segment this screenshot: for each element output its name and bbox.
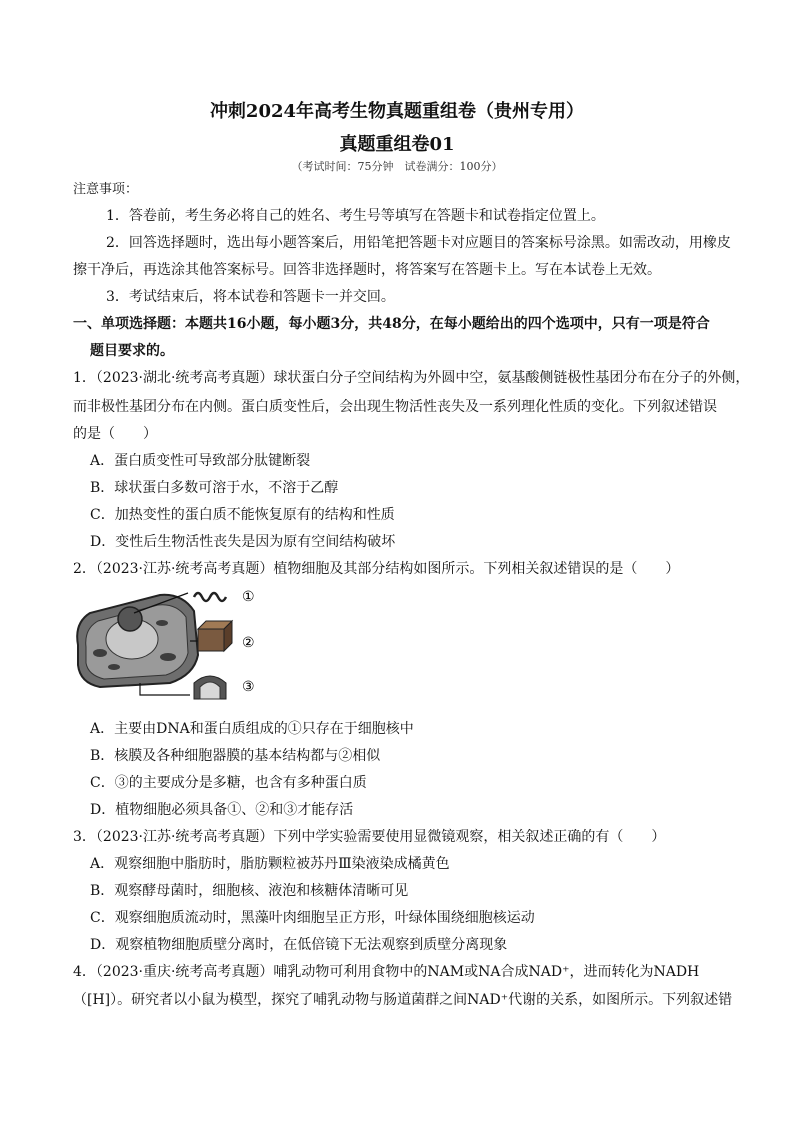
q2-option-b: B．核膜及各种细胞器膜的基本结构都与②相似 (90, 748, 381, 764)
plant-cell-illustration (77, 595, 198, 687)
note-2-cont: 擦干净后，再选涂其他答案标号。回答非选择题时，将答案写在答题卡上。写在本试卷上无效。 (73, 262, 661, 278)
cell-wall-icon (194, 676, 226, 699)
notes-heading: 注意事项： (73, 182, 139, 197)
q1-stem-line-3: 的是（ ） (73, 426, 157, 442)
q4-stem-line-2: （[H]）。研究者以小鼠为模型，探究了哺乳动物与肠道菌群之间NAD⁺代谢的关系，如图所示。下列叙述错 (73, 992, 733, 1008)
q3-option-b: B．观察酵母菌时，细胞核、液泡和核糖体清晰可见 (90, 883, 409, 899)
q3-option-c: C．观察细胞质流动时，黑藻叶肉细胞呈正方形，叶绿体围绕细胞核运动 (90, 910, 535, 926)
note-1: 1．答卷前，考生务必将自己的姓名、考生号等填写在答题卡和试卷指定位置上。 (106, 208, 605, 224)
exam-title: 冲刺2024年高考生物真题重组卷（贵州专用） (209, 101, 585, 122)
q2-option-d: D．植物细胞必须具备①、②和③才能存活 (90, 802, 354, 818)
note-2: 2．回答选择题时，选出每小题答案后，用铅笔把答题卡对应题目的答案标号涂黑。如需改动，用橡皮 (106, 235, 731, 251)
exam-info: （考试时间：75分钟 试卷满分：100分） (291, 160, 503, 173)
q2-option-c: C．③的主要成分是多糖，也含有多种蛋白质 (90, 775, 367, 791)
section-heading-cont: 题目要求的。 (90, 343, 174, 359)
q1-option-d: D．变性后生物活性丧失是因为原有空间结构破坏 (90, 534, 396, 550)
membrane-icon (198, 621, 232, 651)
figure-label-1: ① (242, 589, 255, 605)
figure-label-3: ③ (242, 679, 255, 695)
q1-stem-line-1: 1．（2023·湖北·统考高考真题）球状蛋白分子空间结构为外圆中空，氨基酸侧链极性基团分布在分子的外侧， (73, 370, 750, 386)
exam-subtitle: 真题重组卷01 (339, 134, 455, 155)
q1-stem-line-2: 而非极性基团分布在内侧。蛋白质变性后，会出现生物活性丧失及一系列理化性质的变化。下列叙述错误 (73, 399, 717, 415)
section-heading: 一、单项选择题：本题共16小题，每小题3分，共48分，在每小题给出的四个选项中，只有一项是符合 (73, 316, 710, 332)
q1-option-b: B．球状蛋白多数可溶于水，不溶于乙醇 (90, 480, 339, 496)
q2-option-a: A．主要由DNA和蛋白质组成的①只存在于细胞核中 (90, 721, 414, 737)
q2-stem: 2．（2023·江苏·统考高考真题）植物细胞及其部分结构如图所示。下列相关叙述错误的是（ ） (73, 561, 680, 577)
q1-option-c: C．加热变性的蛋白质不能恢复原有的结构和性质 (90, 507, 395, 523)
note-3: 3．考试结束后，将本试卷和答题卡一并交回。 (106, 289, 395, 305)
chromosome-icon (194, 593, 226, 601)
q1-option-a: A．蛋白质变性可导致部分肽键断裂 (90, 453, 311, 469)
plant-cell-figure (70, 583, 270, 701)
q3-option-a: A．观察细胞中脂肪时，脂肪颗粒被苏丹Ⅲ染液染成橘黄色 (90, 856, 450, 872)
q4-stem-line-1: 4．（2023·重庆·统考高考真题）哺乳动物可利用食物中的NAM或NA合成NAD⁺，进而转化为NADH (73, 964, 700, 980)
q3-option-d: D．观察植物细胞质壁分离时，在低倍镜下无法观察到质壁分离现象 (90, 937, 508, 953)
q3-stem: 3．（2023·江苏·统考高考真题）下列中学实验需要使用显微镜观察，相关叙述正确的有（ ） (73, 829, 666, 845)
figure-label-2: ② (242, 635, 255, 651)
